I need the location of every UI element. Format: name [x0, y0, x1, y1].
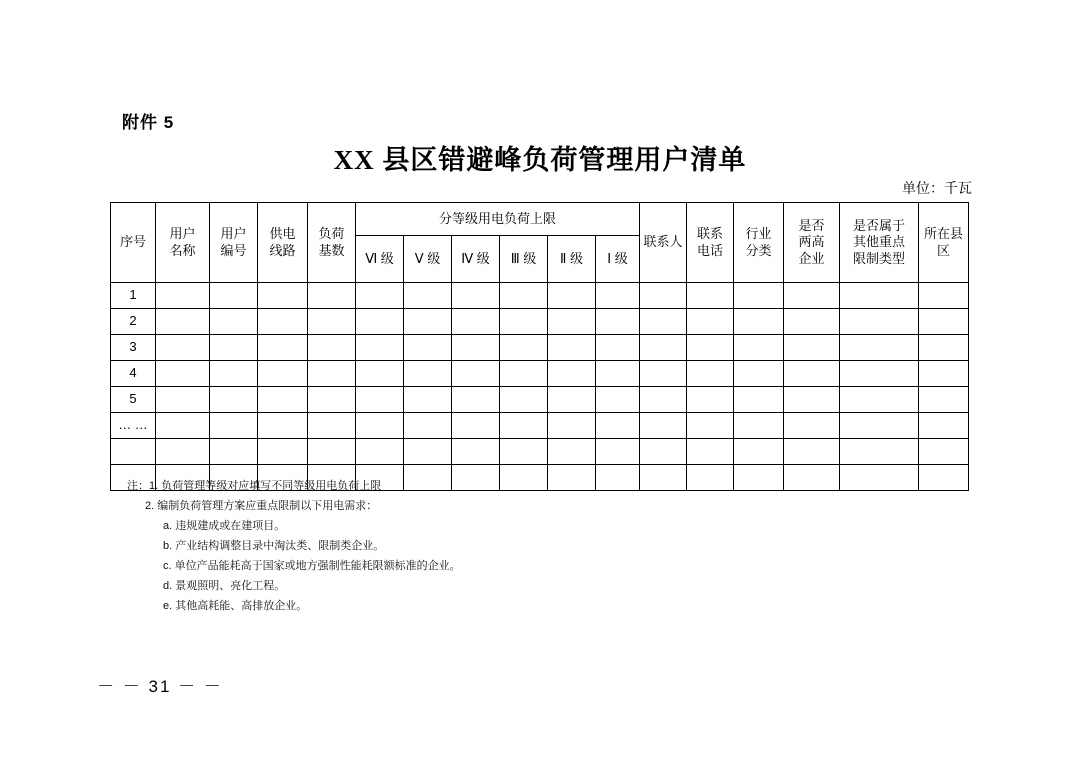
page-number: [0, 672, 1080, 697]
cell-grade-6[interactable]: [356, 283, 404, 309]
header-county: 所在县区: [919, 203, 969, 283]
cell-load-base[interactable]: [308, 413, 356, 439]
cell-grade-1[interactable]: [596, 335, 640, 361]
row-seq: 1: [111, 283, 156, 309]
cell-contact[interactable]: [640, 413, 687, 439]
cell-two-high[interactable]: [784, 309, 840, 335]
cell-industry[interactable]: [734, 413, 784, 439]
cell-grade-2[interactable]: [548, 387, 596, 413]
header-user-name: 用户 名称: [156, 203, 210, 283]
cell-industry[interactable]: [734, 387, 784, 413]
header-industry: 行业 分类: [734, 203, 784, 283]
cell-user-name[interactable]: [156, 361, 210, 387]
row-seq: [111, 439, 156, 465]
cell-grade-1[interactable]: [596, 309, 640, 335]
header-other-limit: 是否属于 其他重点 限制类型: [840, 203, 919, 283]
cell-phone[interactable]: [687, 335, 734, 361]
table-body: [111, 283, 969, 491]
cell-grade-2[interactable]: [548, 361, 596, 387]
unit-note: 单位：千瓦: [902, 180, 972, 196]
cell-phone[interactable]: [687, 439, 734, 465]
header-load-base: 负荷 基数: [308, 203, 356, 283]
cell-phone[interactable]: [687, 283, 734, 309]
cell-grade-4[interactable]: [452, 309, 500, 335]
cell-user-name[interactable]: [156, 309, 210, 335]
cell-grade-5[interactable]: [404, 439, 452, 465]
cell-load-base[interactable]: [308, 335, 356, 361]
cell-industry[interactable]: [734, 361, 784, 387]
cell-county[interactable]: [919, 465, 969, 491]
cell-grade-1[interactable]: [596, 413, 640, 439]
cell-user-code[interactable]: [210, 335, 258, 361]
cell-grade-6[interactable]: [356, 335, 404, 361]
cell-county[interactable]: [919, 361, 969, 387]
notes-block: [127, 481, 887, 621]
cell-supply-line[interactable]: [258, 283, 308, 309]
row-seq: 3: [111, 335, 156, 361]
header-grade-5: Ⅴ 级: [404, 236, 452, 283]
cell-contact[interactable]: [640, 335, 687, 361]
header-grade-1: Ⅰ 级: [596, 236, 640, 283]
cell-supply-line[interactable]: [258, 387, 308, 413]
cell-grade-4[interactable]: [452, 335, 500, 361]
header-grade-4: Ⅳ 级: [452, 236, 500, 283]
cell-load-base[interactable]: [308, 283, 356, 309]
cell-supply-line[interactable]: [258, 309, 308, 335]
cell-load-base[interactable]: [308, 309, 356, 335]
cell-county[interactable]: [919, 283, 969, 309]
note-line-6: d. 景观照明、亮化工程。: [163, 580, 286, 592]
cell-user-name[interactable]: [156, 283, 210, 309]
cell-user-name[interactable]: [156, 335, 210, 361]
cell-grade-5[interactable]: [404, 335, 452, 361]
note-line-5: c. 单位产品能耗高于国家或地方强制性能耗限额标准的企业。: [163, 560, 461, 572]
cell-supply-line[interactable]: [258, 439, 308, 465]
cell-supply-line[interactable]: [258, 413, 308, 439]
cell-grade-5[interactable]: [404, 309, 452, 335]
header-seq: 序号: [111, 203, 156, 283]
table-header-row-1: [111, 203, 969, 236]
cell-grade-5[interactable]: [404, 361, 452, 387]
header-two-high: 是否 两高 企业: [784, 203, 840, 283]
cell-phone[interactable]: [687, 309, 734, 335]
cell-grade-2[interactable]: [548, 283, 596, 309]
cell-grade-3[interactable]: [500, 309, 548, 335]
table-row[interactable]: [111, 439, 969, 465]
cell-grade-1[interactable]: [596, 387, 640, 413]
cell-industry[interactable]: [734, 283, 784, 309]
cell-other-limit[interactable]: [840, 361, 919, 387]
cell-grade-4[interactable]: [452, 361, 500, 387]
cell-grade-1[interactable]: [596, 439, 640, 465]
cell-other-limit[interactable]: [840, 439, 919, 465]
cell-grade-5[interactable]: [404, 413, 452, 439]
cell-two-high[interactable]: [784, 413, 840, 439]
header-grade-group: 分等级用电负荷上限: [356, 203, 640, 236]
cell-grade-4[interactable]: [452, 387, 500, 413]
cell-phone[interactable]: [687, 387, 734, 413]
cell-industry[interactable]: [734, 439, 784, 465]
cell-grade-6[interactable]: [356, 387, 404, 413]
cell-grade-5[interactable]: [404, 387, 452, 413]
cell-load-base[interactable]: [308, 361, 356, 387]
header-user-code: 用户 编号: [210, 203, 258, 283]
page-title: XX 县区错避峰负荷管理用户清单: [333, 145, 747, 175]
note-line-4: b. 产业结构调整目录中淘汰类、限制类企业。: [163, 540, 385, 552]
cell-contact[interactable]: [640, 309, 687, 335]
cell-contact[interactable]: [640, 283, 687, 309]
cell-two-high[interactable]: [784, 335, 840, 361]
cell-grade-4[interactable]: [452, 413, 500, 439]
cell-phone[interactable]: [687, 413, 734, 439]
row-seq: 4: [111, 361, 156, 387]
header-contact: 联系人: [640, 203, 687, 283]
table-row[interactable]: [111, 309, 969, 335]
cell-user-name[interactable]: [156, 413, 210, 439]
cell-grade-6[interactable]: [356, 361, 404, 387]
table-row[interactable]: [111, 335, 969, 361]
cell-grade-2[interactable]: [548, 309, 596, 335]
cell-grade-2[interactable]: [548, 413, 596, 439]
cell-phone[interactable]: [687, 361, 734, 387]
cell-grade-3[interactable]: [500, 439, 548, 465]
cell-user-name[interactable]: [156, 439, 210, 465]
cell-grade-3[interactable]: [500, 413, 548, 439]
cell-grade-6[interactable]: [356, 439, 404, 465]
cell-user-name[interactable]: [156, 387, 210, 413]
cell-load-base[interactable]: [308, 439, 356, 465]
cell-other-limit[interactable]: [840, 413, 919, 439]
cell-grade-3[interactable]: [500, 361, 548, 387]
cell-user-code[interactable]: [210, 413, 258, 439]
page-number-text: － － 31 － －: [97, 677, 223, 696]
cell-industry[interactable]: [734, 309, 784, 335]
cell-grade-3[interactable]: [500, 335, 548, 361]
cell-county[interactable]: [919, 309, 969, 335]
cell-user-code[interactable]: [210, 309, 258, 335]
cell-two-high[interactable]: [784, 387, 840, 413]
cell-county[interactable]: [919, 439, 969, 465]
cell-supply-line[interactable]: [258, 335, 308, 361]
cell-grade-3[interactable]: [500, 387, 548, 413]
header-grade-3: Ⅲ 级: [500, 236, 548, 283]
header-phone: 联系 电话: [687, 203, 734, 283]
cell-load-base[interactable]: [308, 387, 356, 413]
table-row[interactable]: [111, 387, 969, 413]
cell-two-high[interactable]: [784, 361, 840, 387]
cell-grade-6[interactable]: [356, 309, 404, 335]
note-line-2: 2. 编制负荷管理方案应重点限制以下用电需求：: [145, 500, 378, 512]
cell-county[interactable]: [919, 413, 969, 439]
cell-contact[interactable]: [640, 361, 687, 387]
header-supply-line: 供电 线路: [258, 203, 308, 283]
table-row[interactable]: [111, 361, 969, 387]
cell-grade-6[interactable]: [356, 413, 404, 439]
cell-grade-4[interactable]: [452, 283, 500, 309]
cell-contact[interactable]: [640, 387, 687, 413]
cell-grade-3[interactable]: [500, 283, 548, 309]
cell-other-limit[interactable]: [840, 387, 919, 413]
cell-two-high[interactable]: [784, 439, 840, 465]
cell-user-code[interactable]: [210, 387, 258, 413]
note-line-1: 注：1. 负荷管理等级对应填写不同等级用电负荷上限: [127, 480, 382, 492]
header-grade-6: Ⅵ 级: [356, 236, 404, 283]
cell-user-code[interactable]: [210, 283, 258, 309]
cell-grade-1[interactable]: [596, 361, 640, 387]
row-seq: … …: [111, 413, 156, 439]
header-grade-2: Ⅱ 级: [548, 236, 596, 283]
cell-county[interactable]: [919, 335, 969, 361]
note-line-3: a. 违规建成或在建项目。: [163, 520, 286, 532]
table-row[interactable]: [111, 413, 969, 439]
cell-other-limit[interactable]: [840, 309, 919, 335]
user-list-table: [110, 202, 969, 491]
cell-user-code[interactable]: [210, 439, 258, 465]
cell-supply-line[interactable]: [258, 361, 308, 387]
attachment-label: 附件 5: [122, 113, 175, 132]
cell-grade-5[interactable]: [404, 283, 452, 309]
cell-other-limit[interactable]: [840, 335, 919, 361]
cell-county[interactable]: [919, 387, 969, 413]
table-row[interactable]: [111, 283, 969, 309]
cell-grade-4[interactable]: [452, 439, 500, 465]
cell-industry[interactable]: [734, 335, 784, 361]
cell-grade-2[interactable]: [548, 335, 596, 361]
row-seq: 5: [111, 387, 156, 413]
cell-user-code[interactable]: [210, 361, 258, 387]
cell-grade-1[interactable]: [596, 283, 640, 309]
cell-other-limit[interactable]: [840, 283, 919, 309]
note-line-7: e. 其他高耗能、高排放企业。: [163, 600, 308, 612]
cell-grade-2[interactable]: [548, 439, 596, 465]
row-seq: 2: [111, 309, 156, 335]
cell-two-high[interactable]: [784, 283, 840, 309]
cell-contact[interactable]: [640, 439, 687, 465]
